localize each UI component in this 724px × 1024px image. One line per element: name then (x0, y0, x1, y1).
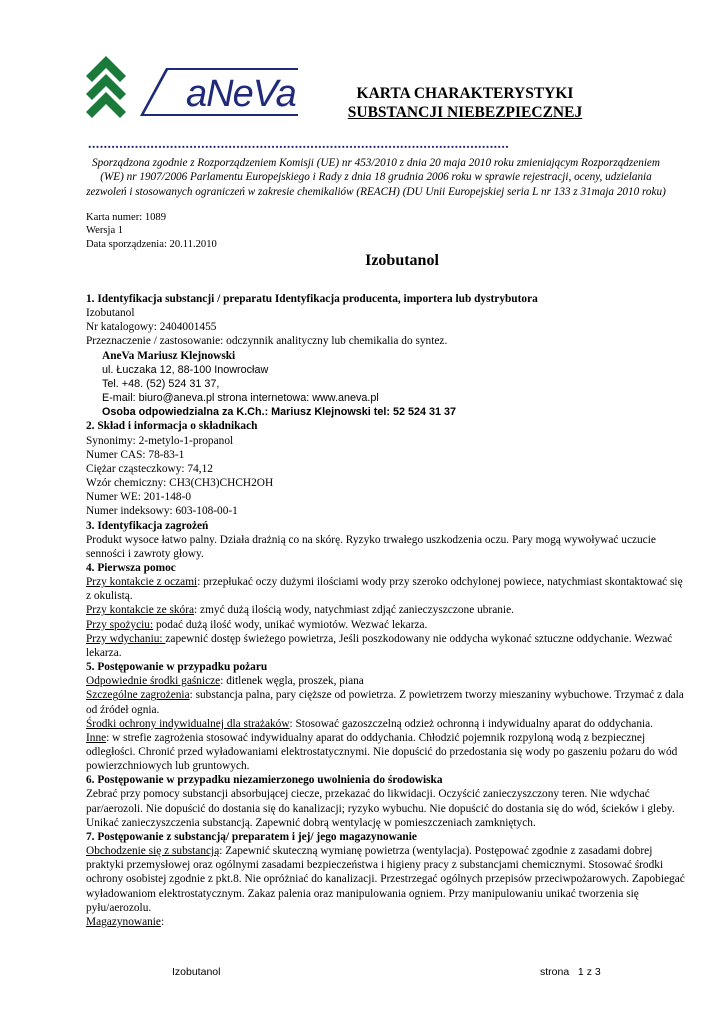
first-aid-ingestion (86, 618, 686, 632)
extinguishing-media-label: Odpowiednie środki gaśnicze (86, 675, 221, 688)
first-aid-eyes-label: Przy kontakcie z oczami (86, 576, 198, 589)
storage-text: : (160, 915, 165, 928)
handling-text: : Zapewnić skuteczną wymianę powietrza (wentylacja). Postępować zgodnie z zasadami dobrej praktyki przemysłowej oraz ogólnymi zasadami bezpieczeństwa i higieny pracy z substancjami chemicznymi. Stosować środki ochrony osobistej zgodnie z pkt.8. Nie opróżniać do kanalizacji. Przestrzegać ogólnych przepisów przeciwpożarowych. Zapobiegać wyładowaniom elektrostatycznym. Zakaz palenia oraz manipulowania ogniem. Przy manipulowaniu unikać tworzenia się pyłu/aerozolu. (86, 845, 685, 914)
special-hazards-text: : substancja palna, pary cięższe od powietrza. Z powietrzem tworzy mieszaniny wybuchowe. Trzymać z dala od źródeł ognia. (86, 689, 684, 716)
first-aid-skin-text: : zmyć dużą ilością wody, natychmiast zdjąć zanieczyszczone ubranie. (194, 604, 514, 617)
first-aid-skin (86, 603, 686, 617)
title-line-1: KARTA CHARAKTERYSTYKI (356, 85, 574, 102)
first-aid-inhalation-label: Przy wdychaniu: (86, 632, 166, 645)
section-1-heading: 1. Identyfikacja substancji / preparatu Identyfikacja producenta, importera lub dystrybutora (86, 293, 538, 305)
aneva-logo (86, 56, 300, 122)
company-name: AneVa Mariusz Klejnowski (102, 349, 236, 362)
document-title (320, 84, 610, 122)
aneva-wordmark (140, 68, 298, 116)
section-3-heading: 3. Identyfikacja zagrożeń (86, 519, 209, 532)
extinguishing-media-text: : ditlenek węgla, proszek, piana (220, 675, 364, 688)
green-chevron-icon (86, 56, 126, 118)
we-number: Numer WE: 201-148-0 (86, 491, 192, 504)
special-hazards (86, 688, 686, 716)
catalog-number: Nr katalogowy: 2404001455 (86, 321, 217, 334)
fire-other (86, 731, 686, 773)
first-aid-ingestion-label: Przy spożyciu: (86, 618, 154, 631)
hazards-text: Produkt wysoce łatwo palny. Działa drażnią co na skórę. Ryzyko trwałego uszkodzenia oczu. Pary mogą wywoływać uczucie senności i zawroty głowy. (86, 533, 656, 560)
footer-product: Izobutanol (172, 966, 221, 978)
section-5-heading: 5. Postępowanie w przypadku pożaru (86, 661, 268, 674)
section-2-heading: 2. Skład i informacja o składnikach (86, 420, 258, 433)
document-body (86, 292, 686, 929)
first-aid-inhalation-text: zapewnić dostęp świeżego powietrza, Jeśli poszkodowany nie oddycha wykonać sztuczne oddychanie. Wezwać lekarza. (86, 632, 673, 659)
firefighter-ppe (86, 717, 686, 731)
title-line-2: SUBSTANCJI NIEBEZPIECZNEJ (347, 104, 583, 121)
molecular-weight: Ciężar cząsteczkowy: 74,12 (86, 462, 213, 475)
substance-name: Izobutanol (86, 307, 135, 320)
first-aid-inhalation (86, 632, 686, 660)
version: Wersja 1 (86, 225, 124, 237)
handling (86, 844, 686, 915)
first-aid-ingestion-text: podać dużą ilość wody, unikać wymiotów. Wezwać lekarza. (153, 618, 428, 631)
storage-label: Magazynowanie (86, 915, 161, 928)
first-aid-skin-label: Przy kontakcie ze skóra (86, 604, 195, 617)
footer-page-number: strona 1 z 3 (540, 966, 601, 978)
card-number: Karta numer: 1089 (86, 212, 167, 223)
first-aid-eyes (86, 575, 686, 603)
issue-date: Data sporządzenia: 20.11.2010 (86, 238, 217, 250)
firefighter-ppe-text: : Stosować gazoszczelną odzież ochronną i indywidualny aparat do oddychania. (289, 717, 654, 730)
document-meta (86, 211, 217, 251)
supplier-address (86, 349, 686, 420)
phone: Tel. +48. (52) 524 31 37, (102, 377, 220, 390)
intended-use: Przeznaczenie / zastosowanie: odczynnik analityczny lub chemikalia do syntez. (86, 335, 448, 348)
chemical-formula: Wzór chemiczny: CH3(CH3)CHCH2OH (86, 477, 274, 490)
fire-other-text: : w strefie zagrożenia stosować indywidualny aparat do oddychania. Chłodzić pojemnik rozpyloną wodą z bezpiecznej odległości. Chronić przed wyładowaniami elektrostatycznymi. Nie dopuścić do przedostania się wody po gaszeniu pożaru do wód powierzchniowych lub gruntowych. (86, 731, 678, 773)
extinguishing-media (86, 674, 686, 688)
product-name: Izobutanol (365, 252, 439, 269)
email-website: E-mail: biuro@aneva.pl strona internetowa: www.aneva.pl (102, 392, 379, 405)
section-4-heading: 4. Pierwsza pomoc (86, 561, 176, 574)
firefighter-ppe-label: Środki ochrony indywidualnej dla strażaków (86, 717, 290, 730)
handling-label: Obchodzenie się z substancją (86, 845, 220, 858)
first-aid-eyes-text: : przepłukać oczy dużymi ilościami wody przy szeroko odchylonej powiece, natychmiast skontaktować się z okulistą. (86, 576, 683, 603)
regulation-intro: Sporządzona zgodnie z Rozporządzeniem Komisji (UE) nr 453/2010 z dnia 20 maja 2010 roku zmieniającym Rozporządzeniem (WE) nr 1907/2006 Parlamentu Europejskiego i Rady z dnia 18 grudnia 2006 roku w sprawie rejestracji, oceny, udzielania zezwoleń i stosowanych ograniczeń w zakresie chemikaliów (REACH) (DU Unii Europejskiej seria L nr 133 z 31maja 2010 roku) (86, 157, 666, 198)
fire-other-label: Inne (86, 731, 107, 744)
synonyms: Synonimy: 2-metylo-1-propanol (86, 434, 234, 447)
section-7-heading: 7. Postępowanie z substancją/ preparatem i jej/ jego magazynowanie (86, 830, 417, 843)
accidental-release-text: Zebrać przy pomocy substancji absorbującej ciecze, przekazać do likwidacji. Oczyścić zanieczyszczony teren. Nie wdychać par/aerozoli. Nie dopuścić do dostania się do kanalizacji; ryzyko wybuchu. Nie dopuścić do dostania się do wód, ścieków i gleby. Unikać zanieczyszczenia substancją. Zapewnić dobrą wentylację w pomieszczeniach zamkniętych. (86, 788, 675, 829)
index-number: Numer indeksowy: 603-108-00-1 (86, 505, 238, 518)
svg-text:aNeVa: aNeVa (186, 73, 296, 115)
storage (86, 915, 686, 929)
responsible-person: Osoba odpowiedzialna za K.Ch.: Mariusz Klejnowski tel: 52 524 31 37 (102, 406, 456, 419)
cas-number: Numer CAS: 78-83-1 (86, 448, 185, 461)
street-address: ul. Łuczaka 12, 88-100 Inowrocław (102, 363, 269, 376)
special-hazards-label: Szczególne zagrożenia (86, 689, 190, 702)
section-6-heading: 6. Postępowanie w przypadku niezamierzonego uwolnienia do środowiska (86, 774, 443, 787)
dotted-separator: ............................................................................................................ (88, 139, 510, 151)
